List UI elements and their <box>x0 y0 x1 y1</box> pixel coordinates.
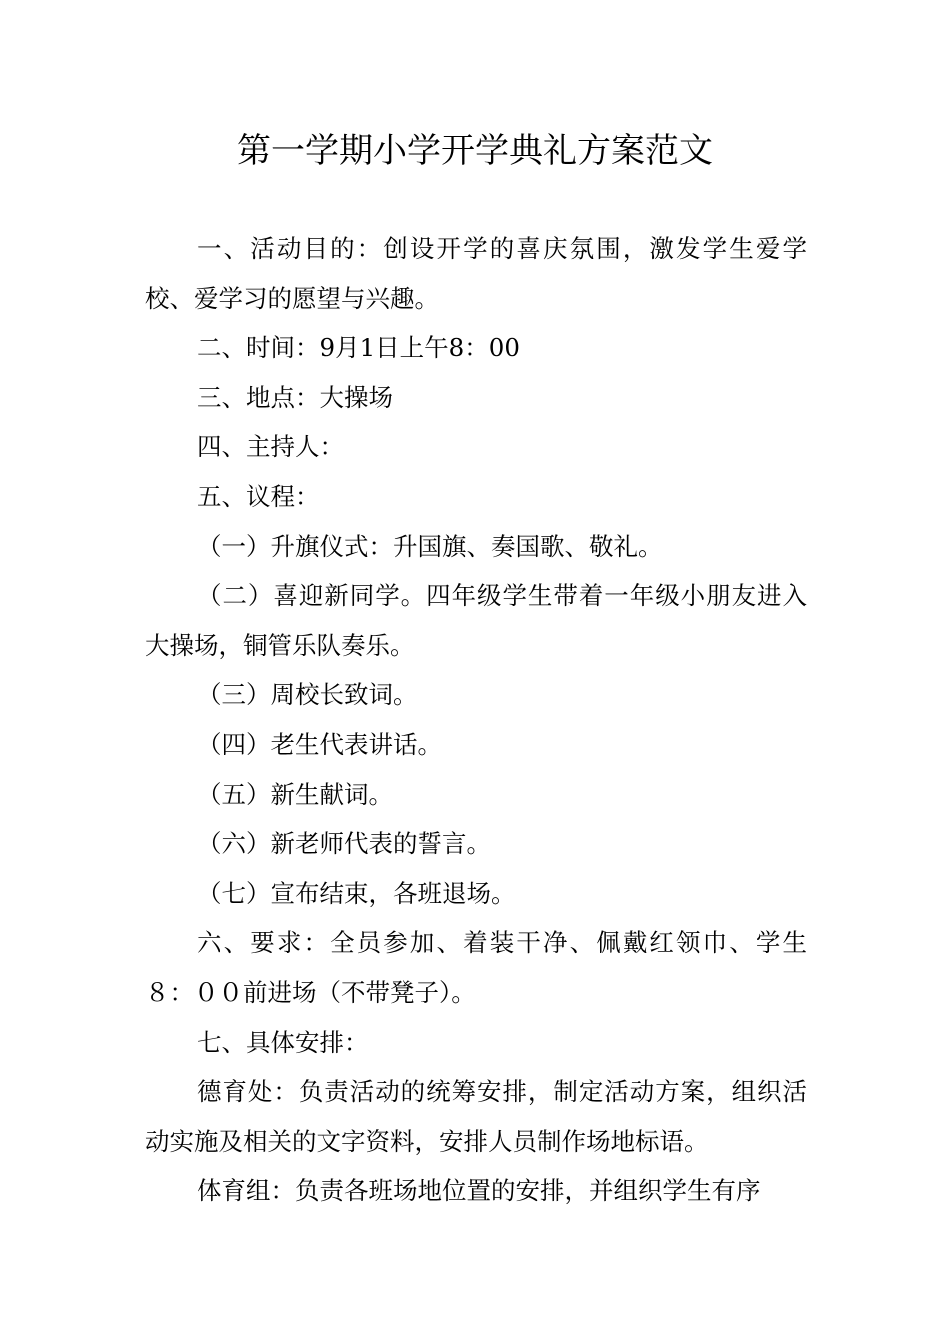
agenda-item-3: （三）周校长致词。 <box>197 680 418 710</box>
agenda-item-1: （一）升旗仪式：升国旗、奏国歌、敬礼。 <box>197 531 663 561</box>
paragraph-time: 二、时间：9月1日上午8：00 <box>197 333 520 363</box>
agenda-item-5: （五）新生献词。 <box>197 779 393 809</box>
document-title: 第一学期小学开学典礼方案范文 <box>237 131 713 171</box>
paragraph-pe-group: 体育组：负责各班场地位置的安排，并组织学生有序 <box>197 1176 761 1206</box>
paragraph-location: 三、地点：大操场 <box>197 382 393 412</box>
agenda-item-7: （七）宣布结束，各班退场。 <box>197 878 516 908</box>
paragraph-requirements: 六、要求：全员参加、着装干净、佩戴红领巾、学生８：００前进场（不带凳子）。 <box>145 928 807 1007</box>
agenda-item-6: （六）新老师代表的誓言。 <box>197 829 491 859</box>
paragraph-host: 四、主持人： <box>197 432 344 462</box>
paragraph-moral-education-office: 德育处：负责活动的统筹安排，制定活动方案，组织活动实施及相关的文字资料，安排人员制作场地标语。 <box>145 1077 807 1156</box>
document-body <box>145 224 807 1216</box>
agenda-item-2: （二）喜迎新同学。四年级学生带着一年级小朋友进入大操场，铜管乐队奏乐。 <box>145 581 807 660</box>
paragraph-agenda: 五、议程： <box>197 481 320 511</box>
paragraph-activity-purpose: 一、活动目的：创设开学的喜庆氛围，激发学生爱学校、爱学习的愿望与兴趣。 <box>145 234 807 313</box>
paragraph-arrangements: 七、具体安排： <box>197 1027 369 1057</box>
agenda-item-4: （四）老生代表讲话。 <box>197 729 442 759</box>
